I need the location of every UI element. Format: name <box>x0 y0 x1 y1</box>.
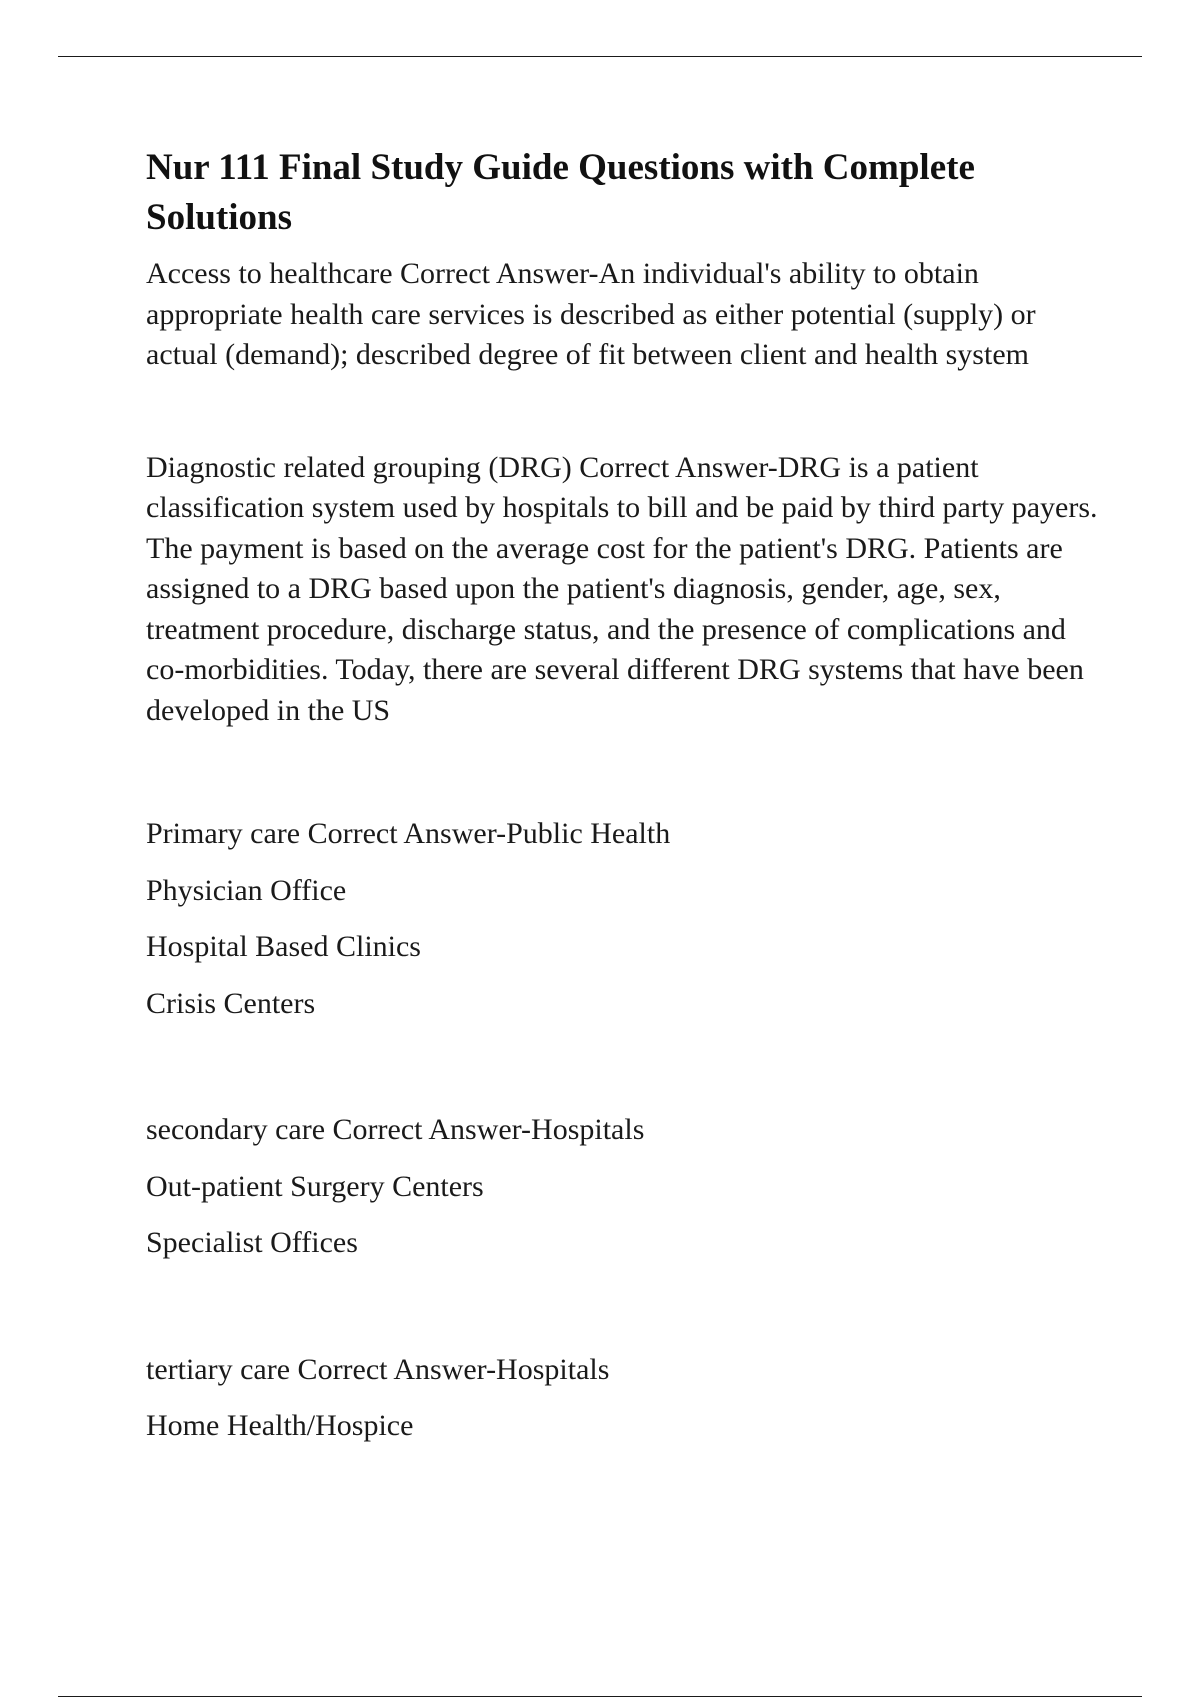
list-item: Hospital Based Clinics <box>146 930 421 963</box>
top-divider <box>58 56 1142 57</box>
document-title: Nur 111 Final Study Guide Questions with Complete Solutions <box>146 147 975 238</box>
entry-secondary-care <box>146 1102 1106 1272</box>
list-item: Specialist Offices <box>146 1226 358 1259</box>
entry-primary-care <box>146 806 1106 1032</box>
bottom-divider <box>58 1696 1142 1697</box>
spacer <box>146 731 1106 806</box>
list-item: secondary care Correct Answer-Hospitals <box>146 1113 645 1146</box>
spacer <box>146 1272 1106 1342</box>
entry-drg: Diagnostic related grouping (DRG) Correct Answer-DRG is a patient classification system used by hospitals to bill and be paid by third party payers. The payment is based on the average cost for the patient's DRG. Patients are assigned to a DRG based upon the patient's diagnosis, gender, age, sex, treatment procedure, discharge status, and the presence of complications and co-morbidities. Today, there are several different DRG systems that have been developed in the US <box>146 450 1098 727</box>
list-item: Physician Office <box>146 873 347 907</box>
spacer <box>146 376 1106 448</box>
list-item: Out-patient Surgery Centers <box>146 1169 484 1203</box>
list-item: Crisis Centers <box>146 986 316 1020</box>
entry-access-to-healthcare: Access to healthcare Correct Answer-An individual's ability to obtain appropriate health care services is described as either potential (supply) or actual (demand); described degree of fit between client and health system <box>146 257 1036 371</box>
list-item: Primary care Correct Answer-Public Health <box>146 817 671 850</box>
document-body <box>146 143 1106 1455</box>
list-item: tertiary care Correct Answer-Hospitals <box>146 1352 610 1386</box>
entry-tertiary-care <box>146 1342 1106 1455</box>
list-item: Home Health/Hospice <box>146 1409 414 1442</box>
spacer <box>146 1032 1106 1102</box>
